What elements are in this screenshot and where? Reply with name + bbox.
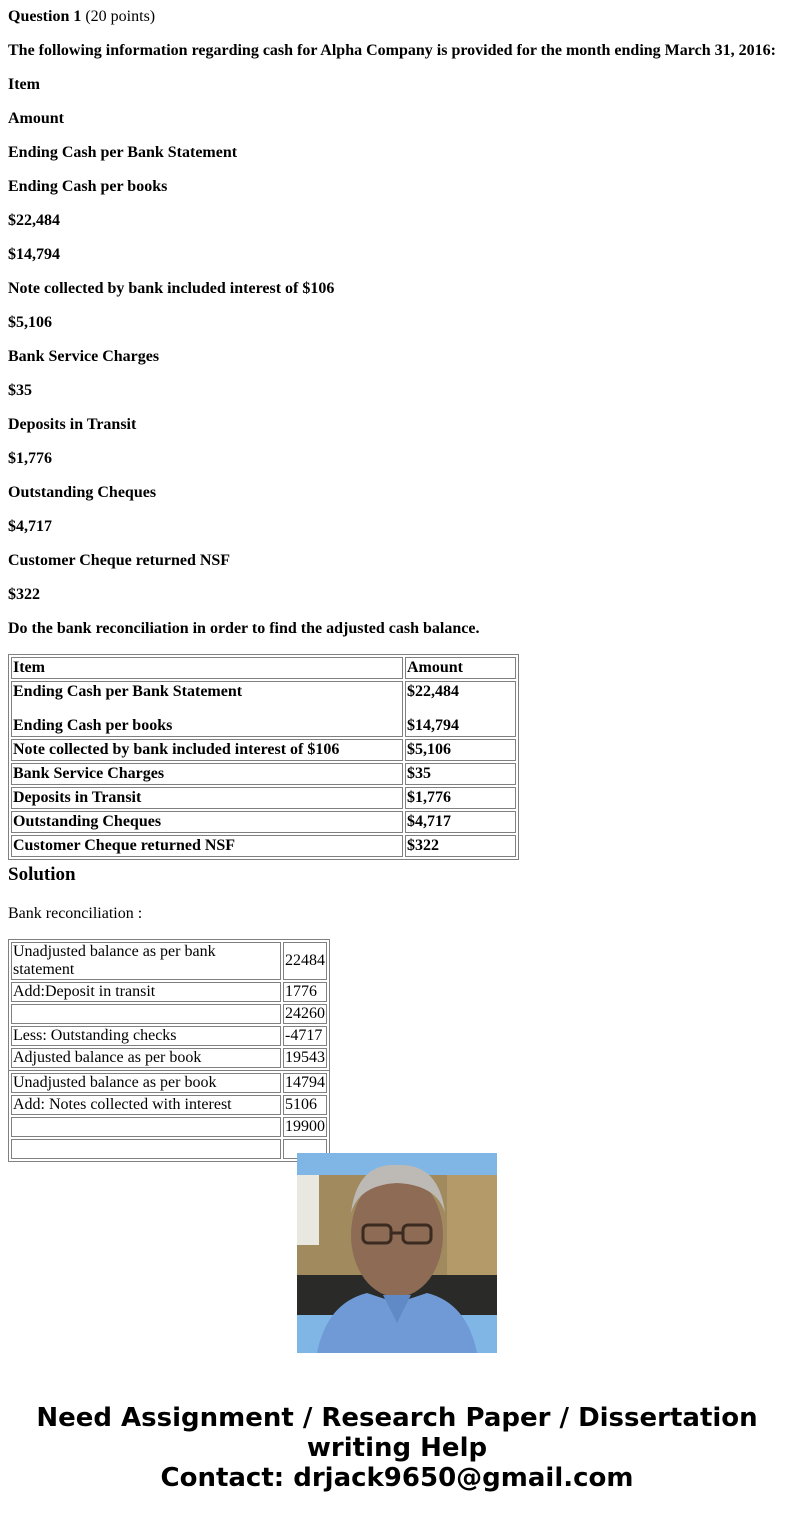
line-outstanding-cheques: Outstanding Cheques: [8, 484, 157, 501]
cell-item: Bank Service Charges: [11, 763, 403, 785]
cell-item: Customer Cheque returned NSF: [11, 835, 403, 857]
cell-text: $14,794: [407, 717, 459, 734]
promo-line: Need Assignment / Research Paper / Dissertation: [36, 1403, 758, 1433]
table-header-row: [11, 657, 516, 679]
table-row: [11, 763, 516, 785]
cell-amount: $5,106: [405, 739, 516, 761]
table-row: [11, 1095, 327, 1115]
cell-value: 19900: [285, 1118, 325, 1135]
table-row: [11, 1048, 327, 1068]
question-number: Question 1: [8, 8, 82, 25]
question-intro: The following information regarding cash for Alpha Company is provided for the month ending March 31, 2016:: [8, 42, 776, 59]
line-ending-cash-books: Ending Cash per books: [8, 178, 168, 195]
cell-item: Outstanding Cheques: [11, 811, 403, 833]
table-row: [11, 1117, 327, 1137]
line-value: $4,717: [8, 518, 52, 535]
cell-amount: $322: [405, 835, 516, 857]
cell-label: Add: Notes collected with interest: [11, 1095, 281, 1115]
table-row: [11, 1073, 327, 1093]
solution-heading: Solution: [8, 864, 76, 885]
cell-text: Ending Cash per books: [13, 717, 173, 734]
cell-value: 19543: [285, 1049, 325, 1066]
table-row: [11, 787, 516, 809]
promo-contact: Contact: drjack9650@gmail.com: [160, 1463, 634, 1493]
header-amount: Amount: [405, 657, 516, 679]
line-item: Item: [8, 76, 40, 93]
question-instruction: Do the bank reconciliation in order to find the adjusted cash balance.: [8, 620, 480, 637]
cell-value: 14794: [285, 1074, 325, 1091]
cell-amount: $4,717: [405, 811, 516, 833]
line-ending-cash-bank: Ending Cash per Bank Statement: [8, 144, 238, 161]
table-row: [11, 942, 327, 980]
avatar: [297, 1153, 497, 1353]
cell-label: Adjusted balance as per book: [11, 1048, 281, 1068]
cell-value: 5106: [283, 1095, 327, 1115]
line-bank-service: Bank Service Charges: [8, 348, 160, 365]
cell-text: Ending Cash per Bank Statement: [13, 683, 243, 700]
table-row: [11, 1004, 327, 1024]
cell-amount: [405, 681, 516, 737]
cell-label: Unadjusted balance as per book: [11, 1073, 281, 1093]
cell-value: 1776: [283, 982, 327, 1002]
cell-amount: $1,776: [405, 787, 516, 809]
line-nsf: Customer Cheque returned NSF: [8, 552, 231, 569]
line-deposits-transit: Deposits in Transit: [8, 416, 137, 433]
line-value: $35: [8, 382, 32, 399]
cell-label: [11, 1139, 281, 1159]
line-value: $1,776: [8, 450, 52, 467]
line-note-collected: Note collected by bank included interest of $106: [8, 280, 335, 297]
promo-banner: [0, 1403, 794, 1493]
table-row: [11, 1139, 327, 1159]
reconciliation-tables: [8, 939, 348, 1135]
cell-amount: $35: [405, 763, 516, 785]
question-points: (20 points): [81, 8, 156, 25]
cell-value: 24260: [285, 1005, 325, 1022]
book-reconciliation-table: [8, 1070, 330, 1162]
promo-line: writing Help: [306, 1433, 488, 1463]
line-value: $5,106: [8, 314, 52, 331]
question-title: [8, 8, 155, 26]
cell-text: $22,484: [407, 683, 459, 700]
table-row: [11, 681, 516, 737]
cell-item: Note collected by bank included interest of $106: [11, 739, 403, 761]
cell-label: [11, 1117, 281, 1137]
line-amount: Amount: [8, 110, 65, 127]
line-value: $14,794: [8, 246, 60, 263]
header-item: Item: [11, 657, 403, 679]
table-row: [11, 1026, 327, 1046]
info-table: [8, 654, 519, 860]
table-row: [11, 739, 516, 761]
line-value: $22,484: [8, 212, 60, 229]
table-row: [11, 811, 516, 833]
cell-value: 22484: [283, 942, 327, 980]
cell-value: -4717: [283, 1026, 327, 1046]
cell-label: Unadjusted balance as per bank statement: [11, 942, 281, 980]
cell-label: Add:Deposit in transit: [11, 982, 281, 1002]
cell-item: [11, 681, 403, 737]
table-row: [11, 982, 327, 1002]
person-photo-icon: [297, 1153, 497, 1353]
cell-label: Less: Outstanding checks: [11, 1026, 281, 1046]
cell-item: Deposits in Transit: [11, 787, 403, 809]
cell-label: [11, 1004, 281, 1024]
solution-subheading: Bank reconciliation :: [8, 905, 143, 922]
table-row: [11, 835, 516, 857]
line-value: $322: [8, 586, 40, 603]
bank-reconciliation-table: [8, 939, 330, 1071]
